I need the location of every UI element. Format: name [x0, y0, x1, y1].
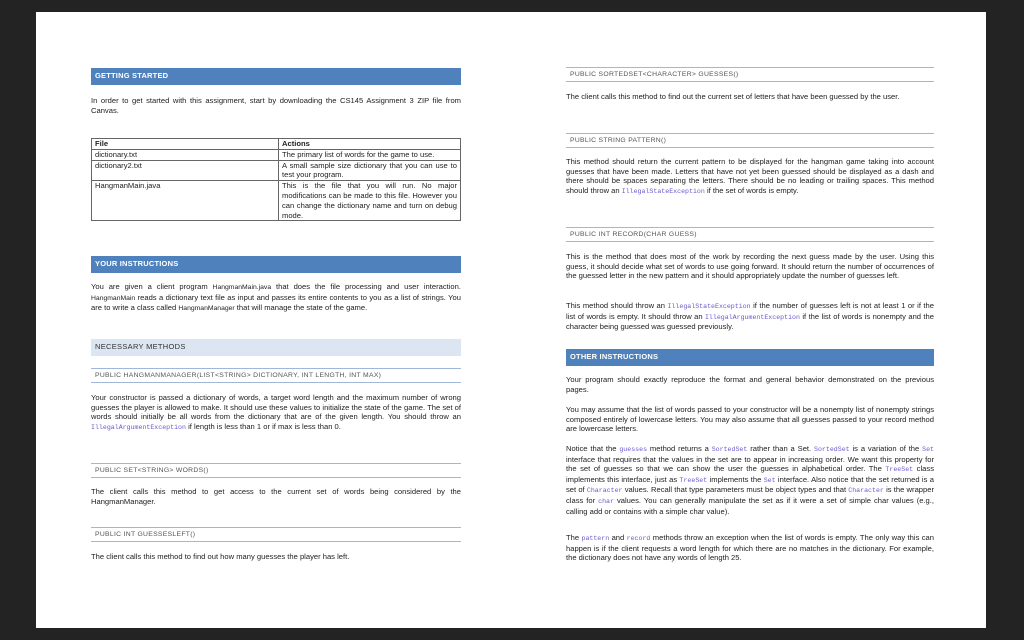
text-run: You are given a client program — [91, 282, 213, 291]
record-description-2 — [566, 301, 934, 332]
table-row — [92, 149, 461, 160]
code-ref: IllegalStateException — [621, 187, 705, 195]
other-instructions-p3 — [566, 444, 934, 516]
code-ref: IllegalArgumentException — [91, 423, 186, 431]
table-cell-file: HangmanMain.java — [92, 181, 279, 221]
words-signature: PUBLIC SET<STRING> WORDS() — [91, 463, 461, 478]
document-page — [36, 12, 986, 628]
table-cell-action: A small sample size dictionary that you can use to test your program. — [279, 160, 461, 181]
class-name-ref: HangmanMain — [91, 294, 136, 302]
text-run: values. Recall that type parameters must be object types and that — [622, 485, 849, 495]
pattern-description — [566, 157, 934, 196]
code-ref: record — [626, 535, 651, 542]
text-run: and — [609, 533, 627, 542]
table-header-file: File — [92, 139, 279, 150]
text-run: if length is less than 1 or if max is less than 0. — [185, 421, 341, 431]
text-run: interface that requires that the values in the set are to appear in increasing order. We want this property for the set of guesses so that we can show the user the guesses in alphabetical order. The — [566, 454, 934, 474]
guesses-signature: PUBLIC SORTEDSET<CHARACTER> GUESSES() — [566, 67, 934, 82]
record-description-1: This is the method that does most of the work by recording the next guess made by the user. Using this guess, it should decide what set of words to use going forward. It should return the number of occurrences of the guessed letter in the new pattern and it should appropriately update the number of guesses left. — [566, 252, 934, 281]
guesses-left-description: The client calls this method to find out how many guesses the player has left. — [91, 552, 350, 561]
code-ref: TreeSet — [679, 476, 708, 484]
your-instructions-text — [91, 282, 461, 314]
class-name-ref: HangmanManager — [178, 305, 235, 313]
text-run: if the number of guesses left is not at least 1 or if the list of words is empty. It should throw an — [566, 301, 934, 321]
table-header-row — [92, 139, 461, 150]
code-ref: SortedSet — [711, 446, 748, 453]
text-run: Your constructor is passed a dictionary of words, a target word length and the maximum number of wrong guesses the player is allowed to make. It should use these values to initialize the state of the game. The set of words should initially be all words from the dictionary that are of the given length. You should throw an — [91, 393, 461, 422]
table-row — [92, 181, 461, 221]
text-run: The — [566, 533, 582, 542]
constructor-description — [91, 393, 461, 432]
code-ref: SortedSet — [814, 446, 850, 453]
text-run: interface. Also notice that the set returned is a set of — [566, 474, 934, 495]
text-run: if the set of words is empty. — [704, 185, 799, 195]
other-instructions-p1: Your program should exactly reproduce the format and general behavior demonstrated on the previous pages. — [566, 375, 934, 394]
code-ref: char — [598, 497, 614, 505]
code-ref: guesses — [619, 446, 648, 453]
text-run: values. You can generally manipulate the set as if it were a set of simple char values (e.g., calling add or contains with a simple char value). — [566, 495, 935, 516]
text-run: is the wrapper class for — [566, 485, 934, 505]
text-run: class implements this interface, just as — [566, 464, 934, 484]
your-instructions-header: YOUR INSTRUCTIONS — [91, 256, 461, 273]
text-run: This method should throw an — [566, 301, 668, 310]
words-description: The client calls this method to get access to the current set of words being considered by the HangmanManager. — [91, 487, 461, 506]
table-cell-action: The primary list of words for the game to use. — [279, 149, 461, 160]
record-signature: PUBLIC INT RECORD(CHAR GUESS) — [566, 227, 934, 242]
code-ref: IllegalArgumentException — [704, 313, 800, 321]
text-run: This method should return the current pattern to be displayed for the hangman game taking into account guesses that have been made. Letters that have not yet been guessed should be displayed as a dash and there should be spaces separating the letters. There should be no leading or trailing spaces. This method should throw an — [566, 157, 934, 195]
text-run: Notice that the — [566, 444, 620, 453]
pattern-signature: PUBLIC STRING PATTERN() — [566, 133, 934, 148]
constructor-signature: PUBLIC HANGMANMANAGER(LIST<STRING> DICTIONARY, INT LENGTH, INT MAX) — [91, 368, 461, 383]
code-ref: Set — [763, 476, 776, 484]
other-instructions-header: OTHER INSTRUCTIONS — [566, 349, 934, 366]
code-ref: Set — [922, 446, 934, 453]
code-ref: Character — [848, 487, 884, 495]
table-row — [92, 160, 461, 181]
getting-started-header: GETTING STARTED — [91, 68, 461, 85]
text-run: that does the file processing and user interaction. — [271, 282, 461, 291]
code-ref: Character — [586, 487, 623, 495]
code-ref: IllegalStateException — [667, 303, 751, 310]
code-ref: TreeSet — [885, 466, 914, 474]
guesses-description: The client calls this method to find out the current set of letters that have been guessed by the user. — [566, 92, 900, 101]
table-cell-action: This is the file that you will run. No major modifications can be made to this file. However you can change the dictionary name and turn on debug mode. — [279, 181, 461, 221]
other-instructions-p4 — [566, 533, 934, 563]
table-header-actions: Actions — [279, 139, 461, 150]
text-run: is a variation of the — [849, 444, 923, 453]
text-run: implements the — [707, 474, 764, 484]
text-run: if the list of words is nonempty and the character being guessed was guessed previously. — [566, 311, 934, 332]
getting-started-intro: In order to get started with this assignment, start by downloading the CS145 Assignment 3 ZIP file from Canvas. — [91, 96, 461, 115]
other-instructions-p2: You may assume that the list of words passed to your constructor will be a nonempty list of nonempty strings composed entirely of lowercase letters. You may also assume that all guesses passed to your record method are lowercase letters. — [566, 405, 934, 434]
file-name-ref: HangmanMain.java — [212, 284, 272, 291]
text-run: methods throw an exception when the list of words is empty. The only way this can happen is if the client requests a word length for which there are no matches in the dictionary. For example, the dictionary does not have any words of length 25. — [566, 533, 935, 563]
necessary-methods-header: NECESSARY METHODS — [91, 339, 461, 356]
text-run: rather than a Set. — [747, 444, 814, 453]
code-ref: pattern — [581, 535, 610, 542]
table-cell-file: dictionary.txt — [92, 149, 279, 160]
text-run: reads a dictionary text file as input and passes its entire contents to you as a list of strings. You are to write a class called — [91, 292, 461, 313]
file-table-wrapper — [91, 138, 461, 221]
file-table — [91, 138, 461, 221]
text-run: method returns a — [647, 444, 712, 453]
table-cell-file: dictionary2.txt — [92, 160, 279, 181]
text-run: that will manage the state of the game. — [234, 303, 368, 313]
guesses-left-signature: PUBLIC INT GUESSESLEFT() — [91, 527, 461, 542]
